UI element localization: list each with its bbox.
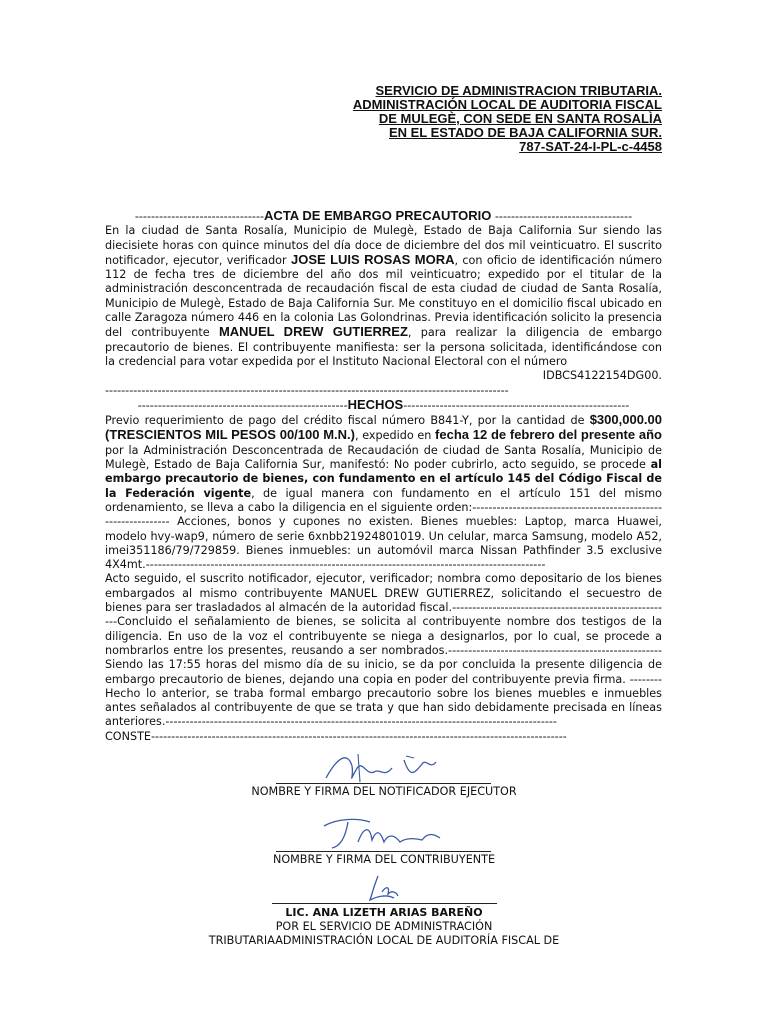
notifier-signature-label: NOMBRE Y FIRMA DEL NOTIFICADOR EJECUTOR (251, 785, 517, 798)
hechos-text-a: Previo requerimiento de pago del crédito fiscal número B841-Y, por la cantidad de (105, 414, 590, 428)
hechos-text-c: por la Administración Desconcentrada de Recaudación de ciudad de Santa Rosalía, Municipio de Mulegè, Estado de Baja California Sur, manifestó: No poder cubrirlo, acto seguido, se procede (105, 443, 662, 472)
notifier-signature-line (276, 783, 491, 784)
reference-number: 787-SAT-24-I-PL-c-4458 (519, 139, 662, 154)
official-line-2: TRIBUTARIAADMINISTRACIÓN LOCAL DE AUDITORÍA FISCAL DE (208, 934, 560, 947)
official-name: LIC. ANA LIZETH ARIAS BAREÑO (285, 906, 483, 919)
hechos-dashes-left: ---------------------------------------------------- (137, 398, 348, 412)
document-header (300, 84, 662, 154)
hechos-dashes-right: -------------------------------------------------------- (403, 398, 630, 412)
hechos-text-b: , expedido en (355, 429, 436, 443)
intro-text-2: , con oficio de identificación número 112 de fecha tres de diciembre del año dos mil veinticuatro; expedido por el titular de la administración desconcentrada de recaudación fiscal de esta ciudad de ciudad de Santa Rosalía, Municipio de Mulegè, Estado de Baja California Sur. Me constituyo en el domicilio fiscal ubicado en calle Zaragoza número 446 en la colonia Las Golondrinas. Previa identificación solicito la presencia del contribuyente (105, 253, 662, 340)
title-dashes-right: ---------------------------------- (491, 210, 633, 223)
taxpayer-signature-line (276, 851, 491, 852)
credit-date: fecha 12 de febrero del presente año (435, 427, 662, 443)
header-line-1: SERVICIO DE ADMINISTRACION TRIBUTARIA. (375, 83, 662, 98)
notifier-signature-mark (318, 748, 443, 788)
hechos-paragraph-1 (105, 413, 662, 572)
header-line-3: DE MULEGÈ, CON SEDE EN SANTA ROSALÌA (378, 111, 662, 126)
id-number: IDBCS4122154DG00. (542, 369, 662, 383)
acta-title-row (105, 209, 662, 224)
header-line-4: EN EL ESTADO DE BAJA CALIFORNIA SUR. (388, 125, 662, 140)
hechos-paragraph-2: Acto seguido, el suscrito notificador, ejecutor, verificador; nombra como depositario de los bienes embargados al mismo contribuyente MANUEL DREW GUTIERREZ, solicitando el secuestro de bienes para ser trasladados al almacén de la autoridad fiscal.-------------------------------------------------------Concluido el señalamiento de bienes, se solicita al contribuyente nombre dos testigos de la diligencia. En uso de la voz el contribuyente se niega a designarlos, por lo cual, se procede a nombrarlos entre los presentes, reusando a ser nombrados.-----------------------------------------------------Siendo las 17:55 horas del mismo día de su inicio, se da por concluida la presente diligencia de embargo precautorio de bienes, dejando una copia en poder del contribuyente previa firma. -------- Hecho lo anterior, se traba formal embargo precautorio sobre los bienes muebles e inmuebles antes señalados al contribuyente de que se trata y que han sido debidamente precisada en líneas anteriores.------------------------------------------------------------------------------------------------- (105, 572, 662, 729)
header-line-2: ADMINISTRACIÓN LOCAL DE AUDITORIA FISCAL (352, 97, 662, 112)
taxpayer-name: MANUEL DREW GUTIERREZ (218, 324, 408, 340)
legal-basis: al embargo precautorio de bienes, con fundamento en el artículo 145 del Código Fiscal de la Federación vigente (105, 458, 662, 500)
acta-intro-paragraph (105, 224, 662, 369)
document-body (105, 209, 662, 744)
separator-line: ---------------------------------------------------------------------------------------------------- (105, 383, 509, 397)
credit-amount: $300,000.00 (TRESCIENTOS MIL PESOS 00/100 M.N.) (105, 412, 662, 443)
hechos-title: HECHOS (347, 396, 404, 412)
conste-line: CONSTE------------------------------------------------------------------------------------------------------- (105, 729, 567, 743)
hechos-text-d: , de igual manera con fundamento en el artículo 151 del mismo ordenamiento, se lleva a cabo la diligencia en el siguiente orden:--------------------------------------------------------------- Acciones, bonos y cupones no existen. Bienes muebles: Laptop, marca Huawei, modelo hvy-wap9, número de serie 6xnbb21924801019. Un celular, marca Samsung, modelo A52, imei351186/79/729859. Bienes inmuebles: un automóvil marca Nissan Pathfinder 3.5 exclusive 4X4mt.--------------------------------------------------------------------------------------------------- (105, 486, 662, 572)
taxpayer-signature-mark (318, 812, 458, 854)
title-dashes-left: -------------------------------- (134, 210, 265, 223)
notifier-name: JOSE LUIS ROSAS MORA (290, 251, 455, 267)
taxpayer-signature-label: NOMBRE Y FIRMA DEL CONTRIBUYENTE (272, 853, 496, 866)
acta-title: ACTA DE EMBARGO PRECAUTORIO (264, 208, 492, 223)
intro-text-3: , para realizar la diligencia de embargo precautorio de bienes. El contribuyente manifiesta: ser la persona solicitada, identificándose con la credencial para votar expedida por el Instituto Nacional Electoral con el número (105, 326, 662, 368)
official-line-1: POR EL SERVICIO DE ADMINISTRACIÓN (275, 920, 493, 933)
official-signature-line (272, 903, 497, 904)
intro-text-1: En la ciudad de Santa Rosalía, Municipio de Mulegè, Estado de Baja California Sur siendo las diecisiete horas con quince minutos del día doce de diciembre del dos mil veinticuatro. El suscrito notificador, ejecutor, verificador (105, 224, 662, 267)
official-signature-mark (364, 872, 404, 904)
hechos-title-row (105, 398, 662, 413)
